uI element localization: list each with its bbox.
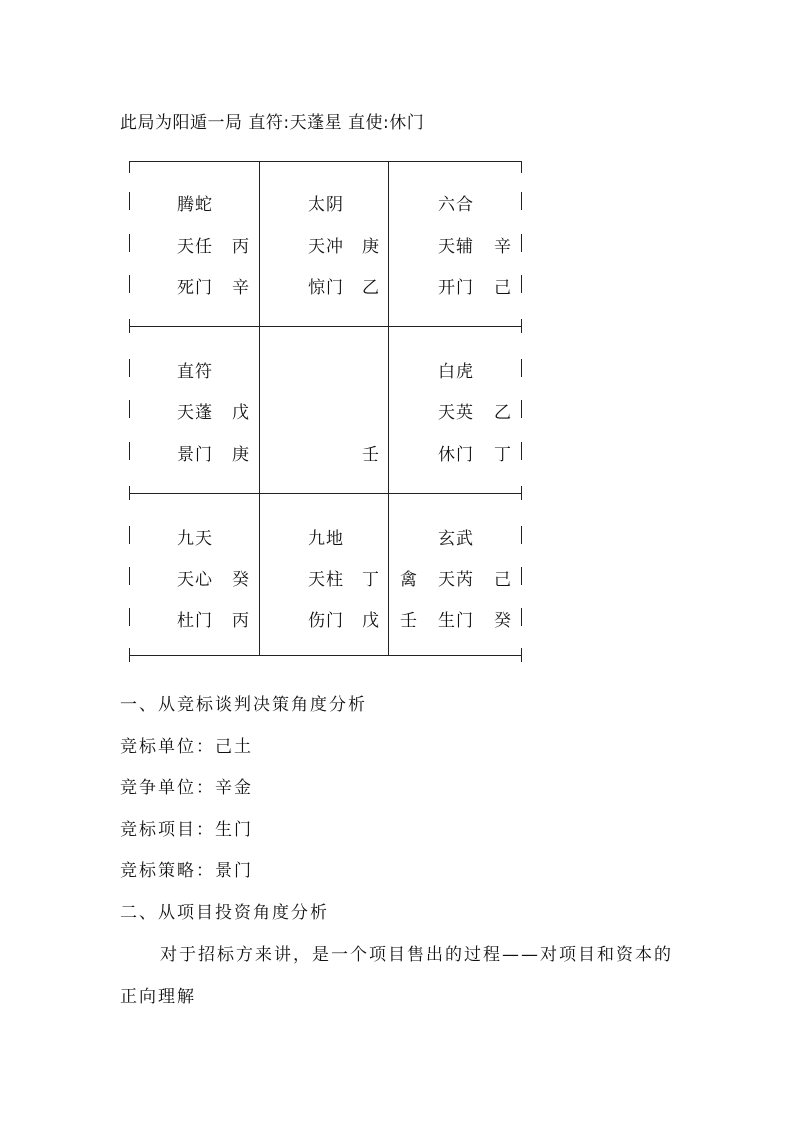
palace-star-stem: 戊 (232, 403, 250, 423)
chart-left-edge-8 (129, 486, 130, 500)
palace-door: 休门 (438, 445, 474, 465)
palace-deity: 九地 (308, 529, 344, 549)
chart-left-edge-5 (129, 359, 130, 377)
palace-star-stem: 己 (494, 570, 512, 590)
paragraph-line: 竞标项目：生门 (120, 820, 253, 840)
palace-door-stem: 丙 (232, 611, 250, 631)
palace-door: 惊门 (308, 278, 344, 298)
palace-door-stem: 己 (494, 278, 512, 298)
palace-star: 天柱 (308, 570, 344, 590)
palace-door: 开门 (438, 278, 474, 298)
chart-left-edge-9 (129, 526, 130, 544)
palace-deity: 腾蛇 (177, 195, 213, 215)
palace-door-stem: 庚 (232, 445, 250, 465)
palace-star: 天冲 (308, 237, 344, 257)
chart-left-edge-10 (129, 567, 130, 585)
chart-top-border (129, 161, 521, 162)
chart-row-divider-2 (129, 493, 521, 494)
palace-extra-star: 禽 (400, 570, 418, 590)
chart-left-edge-6 (129, 400, 130, 418)
chart-right-edge-11 (521, 608, 522, 626)
chart-right-edge-7 (521, 442, 522, 460)
palace-star-stem: 乙 (494, 403, 512, 423)
chart-right-edge-6 (521, 400, 522, 418)
palace-door-stem: 壬 (362, 445, 380, 465)
paragraph-line: 竞标单位：己土 (120, 737, 253, 757)
palace-deity: 九天 (177, 529, 213, 549)
section-heading: 二、从项目投资角度分析 (120, 903, 329, 923)
paragraph-line: 对于招标方来讲，是一个项目售出的过程——对项目和资本的 (160, 945, 673, 965)
palace-deity: 玄武 (438, 529, 474, 549)
palace-star: 天蓬 (177, 403, 213, 423)
chart-right-edge-5 (521, 359, 522, 377)
section-heading: 一、从竞标谈判决策角度分析 (120, 695, 367, 715)
chart-right-edge-8 (521, 486, 522, 500)
chart-right-edge-4 (521, 319, 522, 333)
chart-right-edge-3 (521, 275, 522, 293)
palace-deity: 六合 (438, 195, 474, 215)
chart-left-tick-top (129, 161, 130, 173)
palace-door: 死门 (177, 278, 213, 298)
palace-star: 天任 (177, 237, 213, 257)
chart-right-edge-12 (521, 648, 522, 662)
chart-right-edge-9 (521, 526, 522, 544)
palace-star: 天芮 (438, 570, 474, 590)
chart-row-divider-1 (129, 326, 521, 327)
paragraph-line: 竞争单位：辛金 (120, 778, 253, 798)
chart-right-edge-1 (521, 192, 522, 210)
chart-bottom-border (129, 655, 521, 656)
palace-extra-stem: 壬 (400, 611, 418, 631)
palace-star: 天心 (177, 570, 213, 590)
chart-right-tick-top (521, 161, 522, 173)
palace-door-stem: 戊 (362, 611, 380, 631)
chart-left-edge-12 (129, 648, 130, 662)
chart-right-edge-10 (521, 567, 522, 585)
palace-star-stem: 庚 (362, 237, 380, 257)
palace-deity: 太阴 (308, 195, 344, 215)
palace-door-stem: 乙 (362, 278, 380, 298)
palace-door-stem: 丁 (494, 445, 512, 465)
chart-left-edge-11 (129, 608, 130, 626)
chart-left-edge-7 (129, 442, 130, 460)
chart-left-edge-3 (129, 275, 130, 293)
paragraph-line: 竞标策略：景门 (120, 861, 253, 881)
chart-col-line-1 (259, 161, 260, 655)
palace-door: 伤门 (308, 611, 344, 631)
qimen-chart (124, 156, 524, 664)
palace-door: 生门 (438, 611, 474, 631)
palace-deity: 直符 (177, 362, 213, 382)
palace-star-stem: 辛 (494, 237, 512, 257)
palace-deity: 白虎 (438, 362, 474, 382)
palace-star: 天英 (438, 403, 474, 423)
paragraph-line: 正向理解 (120, 987, 196, 1007)
palace-door: 景门 (177, 445, 213, 465)
chart-title: 此局为阳遁一局 直符:天蓬星 直使:休门 (120, 113, 425, 133)
palace-door-stem: 癸 (494, 611, 512, 631)
palace-star-stem: 丙 (232, 237, 250, 257)
palace-door-stem: 辛 (232, 278, 250, 298)
chart-left-edge-4 (129, 319, 130, 333)
palace-door: 杜门 (177, 611, 213, 631)
chart-right-edge-2 (521, 234, 522, 252)
palace-star: 天辅 (438, 237, 474, 257)
chart-left-edge-2 (129, 234, 130, 252)
palace-star-stem: 癸 (232, 570, 250, 590)
chart-left-edge-1 (129, 192, 130, 210)
palace-star-stem: 丁 (362, 570, 380, 590)
chart-col-line-2 (388, 161, 389, 655)
